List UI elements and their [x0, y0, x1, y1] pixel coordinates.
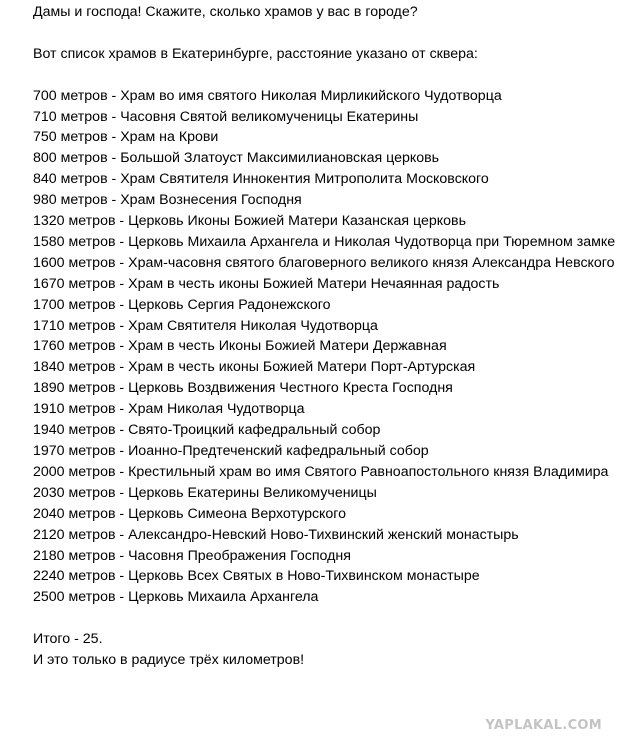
list-item: 750 метров - Храм на Крови — [33, 129, 219, 146]
total-line: Итого - 25. — [33, 631, 103, 648]
list-item: 2030 метров - Церковь Екатерины Великомученицы — [33, 484, 377, 501]
list-item: 2500 метров - Церковь Михаила Архангела — [33, 589, 319, 606]
post-intro: Дамы и господа! Скажите, сколько храмов у вас в городе? — [33, 4, 418, 20]
list-item: 1580 метров - Церковь Михаила Архангела и Николая Чудотворца при Тюремном замке — [33, 233, 616, 250]
list-item: 1940 метров - Свято-Троицкий кафедральный собор — [33, 422, 381, 439]
list-item: 1890 метров - Церковь Воздвижения Честного Креста Господня — [33, 380, 453, 397]
list-item: 1760 метров - Храм в честь Иконы Божией Матери Державная — [33, 338, 447, 355]
spacer — [33, 65, 623, 86]
list-item: 1700 метров - Церковь Сергия Радонежского — [33, 296, 331, 313]
list-item: 1910 метров - Храм Николая Чудотворца — [33, 401, 305, 418]
list-item: 1320 метров - Церковь Иконы Божией Матери Казанская церковь — [33, 213, 466, 230]
list-item: 1600 метров - Храм-часовня святого благоверного великого князя Александра Невского — [33, 254, 615, 271]
list-item: 2000 метров - Крестильный храм во имя Святого Равноапостольного князя Владимира — [33, 463, 609, 480]
list-item: 840 метров - Храм Святителя Иннокентия Митрополита Московского — [33, 171, 489, 188]
list-item: 710 метров - Часовня Святой великомученицы Екатерины — [33, 108, 419, 125]
spacer — [33, 608, 623, 629]
watermark-logo: YAPLAKAL.COM — [485, 718, 602, 733]
spacer — [33, 23, 623, 44]
list-item: 2240 метров - Церковь Всех Святых в Ново-Тихвинском монастыре — [33, 568, 480, 585]
list-item: 1670 метров - Храм в честь иконы Божией Матери Нечаянная радость — [33, 275, 500, 292]
list-item: 1840 метров - Храм в честь иконы Божией Матери Порт-Артурская — [33, 359, 476, 376]
list-item: 2040 метров - Церковь Симеона Верхотурского — [33, 505, 347, 522]
list-item: 700 метров - Храм во имя святого Николая Мирликийского Чудотворца — [33, 87, 502, 104]
list-item: 1970 метров - Иоанно-Предтеченский кафедральный собор — [33, 443, 429, 459]
post-text — [33, 2, 623, 671]
list-header: Вот список храмов в Екатеринбурге, расстояние указано от сквера: — [33, 45, 478, 62]
list-item: 980 метров - Храм Вознесения Господня — [33, 192, 302, 209]
list-item: 1710 метров - Храм Святителя Николая Чудотворца — [33, 317, 378, 334]
church-list — [33, 86, 623, 609]
list-item: 2180 метров - Часовня Преображения Господня — [33, 547, 351, 564]
closing-line: И это только в радиусе трёх километров! — [33, 652, 305, 669]
list-item: 2120 метров - Александро-Невский Ново-Тихвинский женский монастырь — [33, 526, 519, 543]
list-item: 800 метров - Большой Златоуст Максимилиановская церковь — [33, 150, 440, 167]
